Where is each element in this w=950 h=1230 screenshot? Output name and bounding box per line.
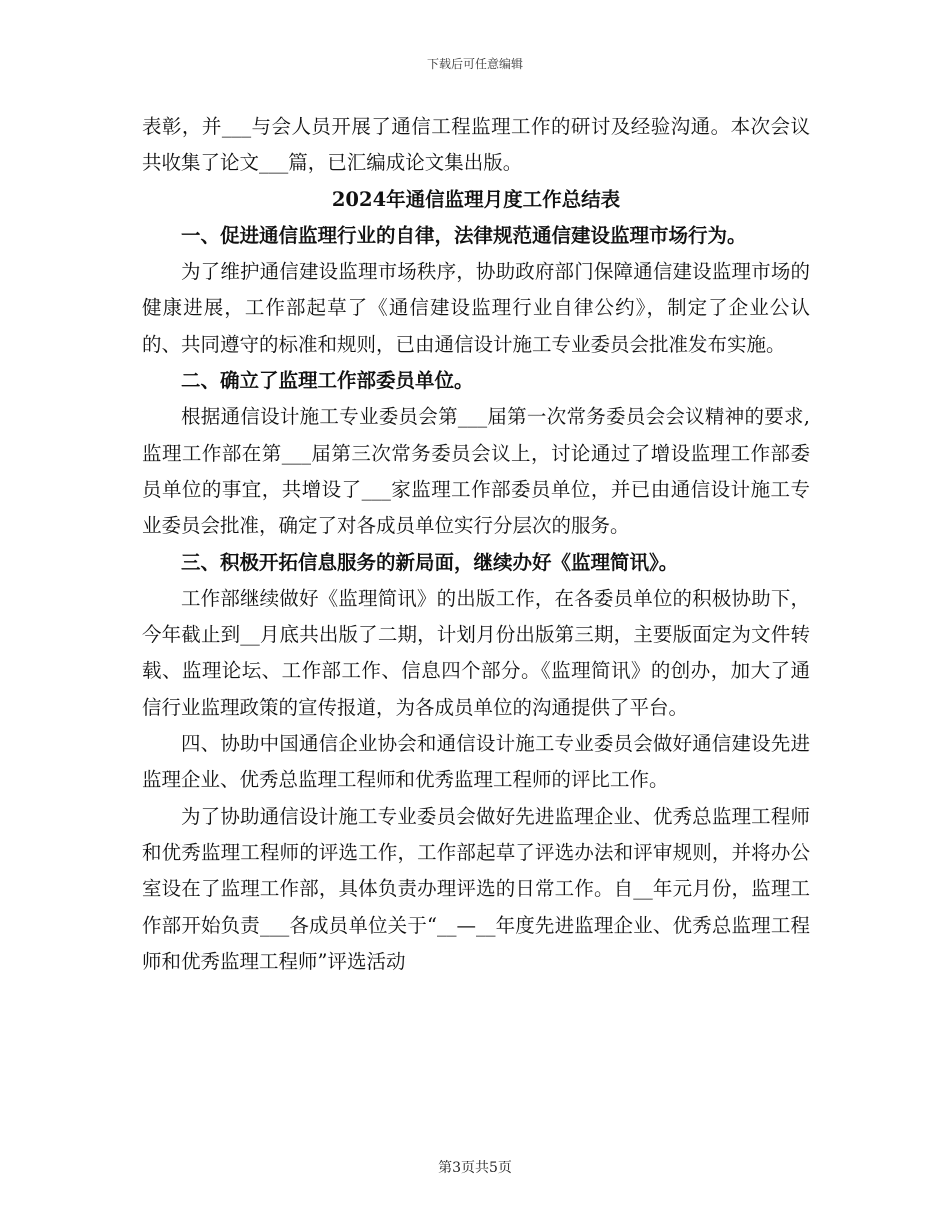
section-heading-1: 一、促进通信监理行业的自律，法律规范通信建设监理市场行为。 bbox=[181, 223, 747, 247]
document-title: 2024年通信监理月度工作总结表 bbox=[331, 187, 621, 211]
section-heading-4: 四、协助中国通信企业协会和通信设计施工专业委员会做好通信建设先进监理企业、优秀总监理工程师和优秀监理工程师的评比工作。 bbox=[142, 732, 810, 792]
paragraph-section-1: 为了维护通信建设监理市场秩序，协助政府部门保障通信建设监理市场的健康进展，工作部起草了《通信建设监理行业自律公约》，制定了企业公认的、共同遵守的标准和规则，已由通信设计施工专业委员会批准发布实施。 bbox=[142, 260, 810, 356]
section-heading-2: 二、确立了监理工作部委员单位。 bbox=[181, 369, 474, 393]
document-body bbox=[142, 109, 810, 980]
paragraph-section-2: 根据通信设计施工专业委员会第___届第一次常务委员会会议精神的要求,监理工作部在第___届第三次常务委员会议上，讨论通过了增设监理工作部委员单位的事宜，共增设了___家监理工作部委员单位，并已由通信设计施工专业委员会批准，确定了对各成员单位实行分层次的服务。 bbox=[142, 405, 810, 538]
page-number: 第3页共5页 bbox=[438, 1160, 512, 1176]
page-header-note: 下载后可任意编辑 bbox=[426, 57, 523, 71]
section-heading-3: 三、积极开拓信息服务的新局面，继续办好《监理简讯》。 bbox=[181, 550, 679, 574]
paragraph-continuation: 表彰，并___与会人员开展了通信工程监理工作的研讨及经验沟通。本次会议共收集了论文___篇，已汇编成论文集出版。 bbox=[142, 115, 810, 175]
paragraph-section-3: 工作部继续做好《监理简讯》的出版工作，在各委员单位的积极协助下，今年截止到__月底共出版了二期，计划月份出版第三期，主要版面定为文件转载、监理论坛、工作部工作、信息四个部分。《监理简讯》的创办，加大了通信行业监理政策的宣传报道，为各成员单位的沟通提供了平台。 bbox=[142, 586, 810, 719]
paragraph-section-4: 为了协助通信设计施工专业委员会做好先进监理企业、优秀总监理工程师和优秀监理工程师的评选工作，工作部起草了评选办法和评审规则，并将办公室设在了监理工作部，具体负责办理评选的日常工作。自__年元月份，监理工作部开始负责___各成员单位关于“__—__年度先进监理企业、优秀总监理工程师和优秀监理工程师”评选活动 bbox=[142, 804, 810, 973]
